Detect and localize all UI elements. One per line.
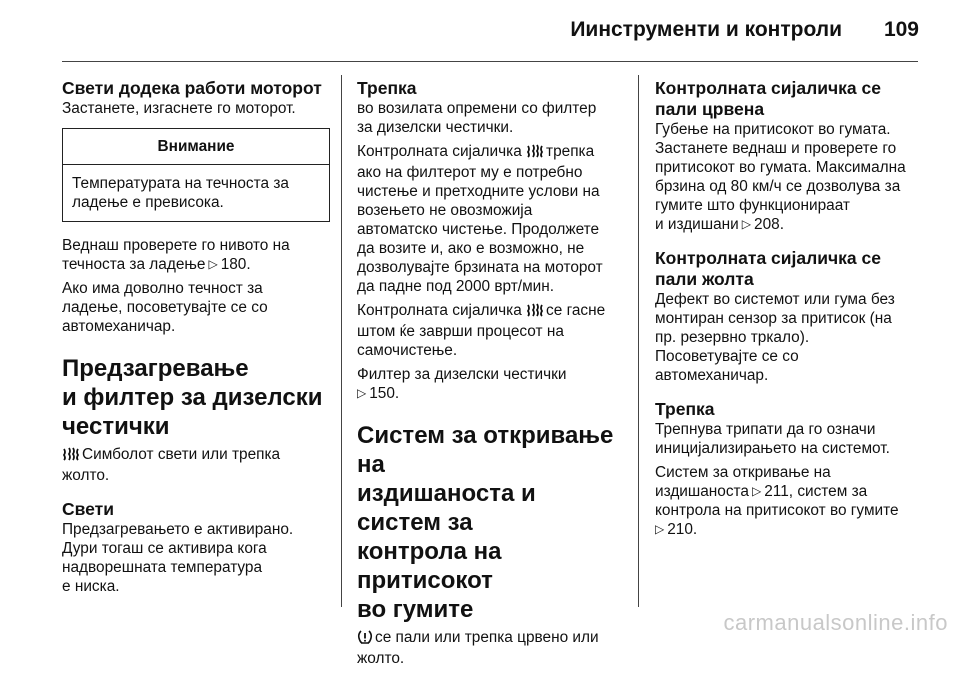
text-line: Трепнува трипати да го означи	[655, 421, 876, 438]
page-reference-arrow-icon: ▷	[655, 522, 665, 536]
paragraph	[655, 120, 920, 234]
warning-body	[63, 165, 329, 221]
text-line: Дури тогаш се активира кога	[62, 540, 267, 557]
tire-pressure-icon	[357, 630, 373, 649]
column-2	[357, 78, 625, 673]
text-line: гумите што функционираат	[655, 197, 850, 214]
text-line: издишаноста	[655, 483, 749, 500]
page-reference: 210.	[667, 521, 698, 538]
text-line: 211, систем за	[764, 483, 868, 500]
section-heading	[655, 78, 920, 120]
text-line: Предзагревањето е активирано.	[62, 521, 294, 538]
section-heading	[62, 354, 330, 441]
page-reference-arrow-icon: ▷	[357, 386, 367, 400]
page-number: 109	[883, 18, 919, 41]
text-line: Контролната сијаличка	[357, 143, 522, 160]
page-reference-arrow-icon: ▷	[752, 484, 762, 498]
text-line: жолто.	[62, 467, 110, 484]
heading-line: честички	[62, 413, 170, 440]
paragraph	[62, 236, 330, 274]
glow-plug-icon	[526, 303, 544, 322]
paragraph	[357, 301, 625, 360]
text-line: дозволувајте брзината на моторот	[357, 259, 603, 276]
section-heading: Трепка	[357, 78, 417, 98]
text-line: брзина од 80 км/ч се дозволува за	[655, 178, 901, 195]
text-line: Филтер за дизелски честички	[357, 366, 567, 383]
section-heading	[357, 421, 625, 624]
glow-plug-icon	[62, 447, 80, 466]
text-line: се гасне	[546, 302, 606, 319]
text-line: да возите и, ако е возможно, не	[357, 240, 585, 257]
heading-line: Контролната сијаличка се	[655, 78, 881, 98]
text-line: се пали или трепка црвено или	[375, 629, 599, 646]
paragraph	[655, 290, 920, 385]
section-heading: Свети	[62, 499, 114, 519]
text-line: Веднаш проверете го нивото на	[62, 237, 290, 254]
text-line: штом ќе заврши процесот на	[357, 323, 564, 340]
text-line: ако на филтерот му е потребно	[357, 164, 583, 181]
text-line: автомеханичар.	[62, 318, 176, 335]
heading-line: издишаноста и систем за	[357, 480, 536, 536]
page-title: Иинструменти и контроли	[570, 18, 842, 41]
paragraph	[655, 463, 920, 539]
heading-line: Контролната сијаличка се	[655, 248, 881, 268]
warning-title: Внимание	[63, 129, 329, 165]
warning-box	[62, 128, 330, 222]
text-line: Симболот свети или трепка	[82, 446, 281, 463]
page-reference: 180.	[220, 256, 251, 273]
heading-line: пали црвена	[655, 99, 765, 119]
section-heading: Свети додека работи моторот	[62, 78, 322, 98]
page-reference-arrow-icon: ▷	[208, 257, 218, 271]
text-line: е ниска.	[62, 578, 120, 595]
heading-line: во гумите	[357, 596, 474, 623]
paragraph	[357, 628, 625, 668]
column-divider	[638, 75, 639, 607]
text-line: Посоветувајте се со	[655, 348, 799, 365]
text-line: автоматско чистење. Продолжете	[357, 221, 600, 238]
paragraph	[62, 520, 330, 596]
watermark: carmanualsonline.info	[723, 610, 948, 635]
heading-line: Предзагревање	[62, 355, 249, 382]
header-divider	[62, 61, 918, 62]
page-reference: 150.	[369, 385, 400, 402]
text-line: Контролната сијаличка	[357, 302, 522, 319]
page-reference: 208.	[754, 216, 784, 233]
text-line: надворешната температура	[62, 559, 263, 576]
text-line: иницијализирањето на системот.	[655, 440, 890, 457]
text-line: ладење, посоветувајте се со	[62, 299, 268, 316]
paragraph	[357, 99, 625, 137]
page-header	[0, 0, 960, 62]
text-line: Температурата на течноста за	[72, 175, 289, 192]
text-line: возењето не овозможија	[357, 202, 533, 219]
glow-plug-icon	[526, 144, 544, 163]
text-line: притисокот во гумата. Максимална	[655, 159, 906, 176]
column-3	[655, 78, 920, 544]
heading-line: Систем за откривање на	[357, 422, 614, 478]
text-line: пр. резервно тркало).	[655, 329, 810, 346]
paragraph	[357, 142, 625, 296]
heading-line: контрола на притисокот	[357, 538, 502, 594]
text-line: Дефект во системот или гума без	[655, 291, 895, 308]
paragraph	[357, 365, 625, 403]
section-heading	[655, 248, 920, 290]
section-heading: Трепка	[655, 399, 715, 419]
paragraph	[655, 420, 920, 458]
text-line: за дизелски честички.	[357, 119, 514, 136]
text-line: самочистење.	[357, 342, 458, 359]
text-line: Губење на притисокот во гумата.	[655, 121, 891, 138]
text-line: во возилата опремени со филтер	[357, 100, 597, 117]
column-1	[62, 78, 330, 601]
column-divider	[341, 75, 342, 607]
heading-line: пали жолта	[655, 269, 754, 289]
text-line: да падне под 2000 врт/мин.	[357, 278, 555, 295]
text-line: монтиран сензор за притисок (на	[655, 310, 892, 327]
text-line: трепка	[546, 143, 595, 160]
text-line: жолто.	[357, 650, 405, 667]
heading-line: и филтер за дизелски	[62, 384, 323, 411]
text-line: Систем за откривање на	[655, 464, 831, 481]
text-line: ладење е превисока.	[72, 194, 224, 211]
text-line: течноста за ладење	[62, 256, 206, 273]
text-line: и издишани	[655, 216, 739, 233]
paragraph	[62, 445, 330, 485]
paragraph	[62, 279, 330, 336]
text-line: контрола на притисокот во гумите	[655, 502, 899, 519]
text-line: Застанете веднаш и проверете го	[655, 140, 897, 157]
paragraph: Застанете, изгаснете го моторот.	[62, 100, 296, 117]
text-line: чистење и претходните услови на	[357, 183, 600, 200]
page-reference-arrow-icon: ▷	[741, 217, 752, 231]
text-line: автомеханичар.	[655, 367, 769, 384]
text-line: Ако има доволно течност за	[62, 280, 263, 297]
